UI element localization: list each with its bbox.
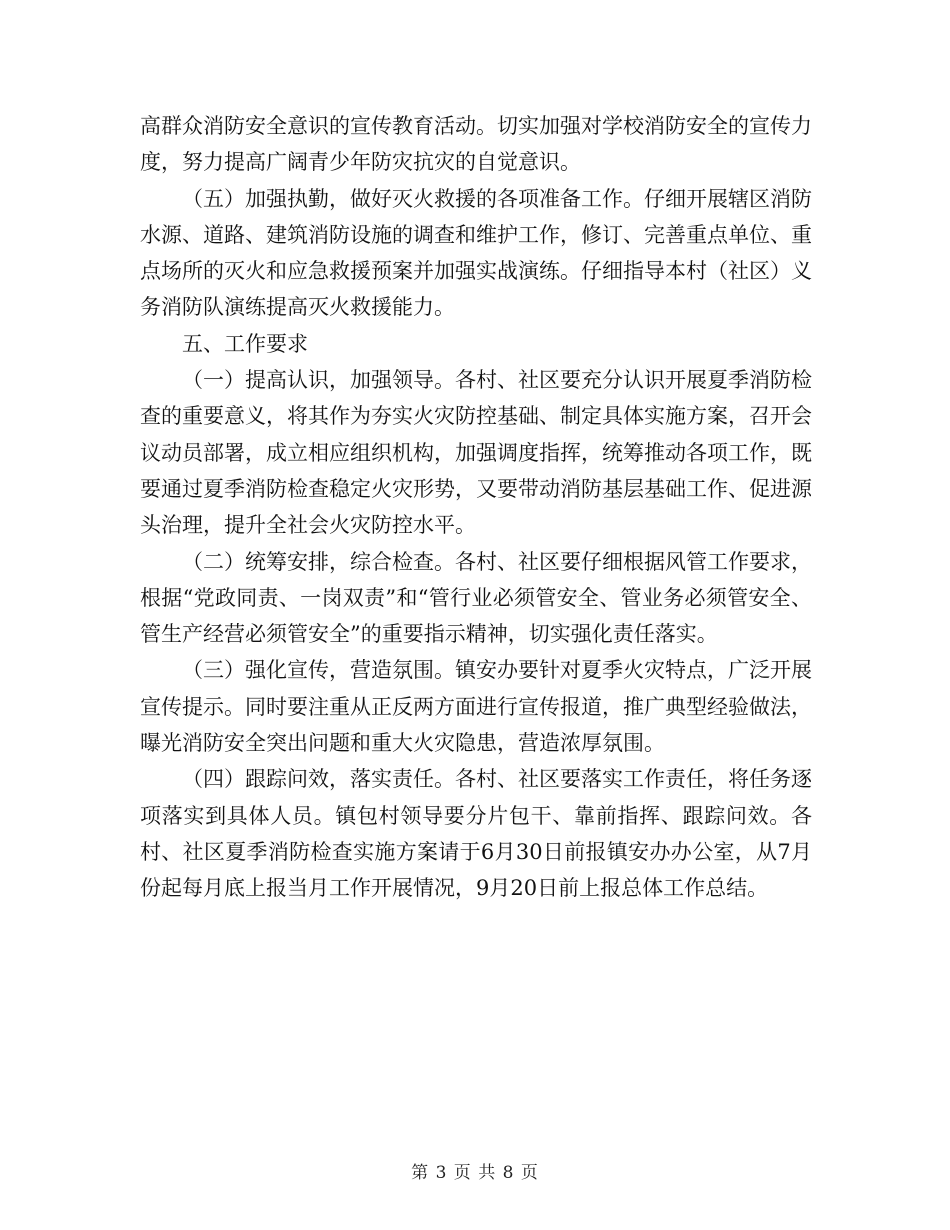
paragraph-continuation: 高群众消防安全意识的宣传教育活动。切实加强对学校消防安全的宣传力度，努力提高广阔青少年防灾抗灾的自觉意识。 [140, 114, 812, 175]
section-heading-work-requirements: 五、工作要求 [182, 331, 308, 356]
page-number-footer: 第 3 页 共 8 页 [411, 1163, 539, 1183]
paragraph-requirement-4: （四）跟踪问效，落实责任。各村、社区要落实工作责任，将任务逐项落实到具体人员。镇包村领导要分片包干、靠前指挥、跟踪问效。各村、社区夏季消防检查实施方案请于6月30日前报镇安办办公室，从7月份起每月底上报当月工作开展情况，9月20日前上报总体工作总结。 [140, 767, 812, 901]
paragraph-requirement-2: （二）统筹安排，综合检查。各村、社区要仔细根据风管工作要求，根据“党政同责、一岗双责”和“管行业必须管安全、管业务必须管安全、管生产经营必须管安全”的重要指示精神，切实强化责任落实。 [140, 549, 812, 647]
document-body [140, 108, 812, 907]
paragraph-requirement-3: （三）强化宣传，营造氛围。镇安办要针对夏季火灾特点，广泛开展宣传提示。同时要注重从正反两方面进行宣传报道，推广典型经验做法，曝光消防安全突出问题和重大火灾隐患，营造浓厚氛围。 [140, 658, 812, 756]
paragraph-item-5: （五）加强执勤，做好灭火救援的各项准备工作。仔细开展辖区消防水源、道路、建筑消防设施的调查和维护工作，修订、完善重点单位、重点场所的灭火和应急救援预案并加强实战演练。仔细指导本村（社区）义务消防队演练提高灭火救援能力。 [140, 186, 812, 320]
paragraph-requirement-1: （一）提高认识，加强领导。各村、社区要充分认识开展夏季消防检查的重要意义，将其作为夯实火灾防控基础、制定具体实施方案，召开会议动员部署，成立相应组织机构，加强调度指挥，统筹推动各项工作，既要通过夏季消防检查稳定火灾形势，又要带动消防基层基础工作、促进源头治理，提升全社会火灾防控水平。 [140, 368, 812, 538]
